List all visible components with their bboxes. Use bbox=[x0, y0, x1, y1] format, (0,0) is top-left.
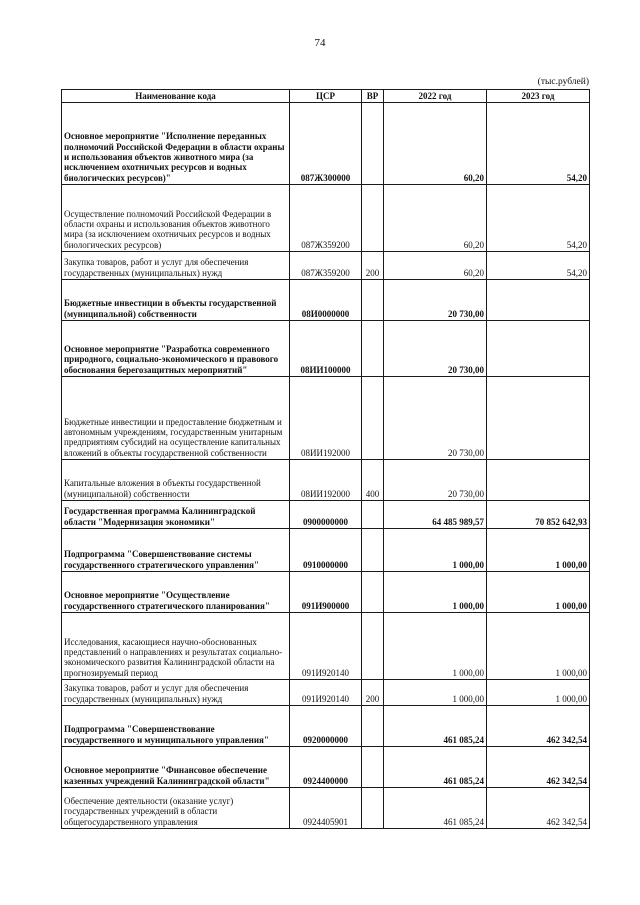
row-2022: 60,20 bbox=[384, 185, 487, 252]
row-2022: 461 085,24 bbox=[384, 706, 487, 747]
row-2022: 60,20 bbox=[384, 252, 487, 280]
row-csr: 0900000000 bbox=[290, 501, 362, 529]
header-2023: 2023 год bbox=[487, 90, 590, 103]
row-2022: 20 730,00 bbox=[384, 460, 487, 501]
row-csr: 0924405901 bbox=[290, 788, 362, 829]
row-2023: 1 000,00 bbox=[487, 529, 590, 572]
row-2023 bbox=[487, 377, 590, 460]
row-csr: 091И920140 bbox=[290, 680, 362, 706]
row-vr bbox=[362, 321, 384, 377]
row-2023: 1 000,00 bbox=[487, 680, 590, 706]
row-csr: 091И920140 bbox=[290, 613, 362, 680]
row-vr bbox=[362, 280, 384, 321]
row-vr bbox=[362, 788, 384, 829]
row-2022: 20 730,00 bbox=[384, 377, 487, 460]
row-vr bbox=[362, 185, 384, 252]
header-2022: 2022 год bbox=[384, 90, 487, 103]
table-row bbox=[62, 706, 590, 747]
row-name: Основное мероприятие "Исполнение переданных полномочий Российской Федерации в области охраны и использования объектов животного мира (за исключением охотничьих ресурсов и водных биологических ресурсов)" bbox=[62, 103, 290, 185]
row-name: Подпрограмма "Совершенствование системы государственного стратегического управления" bbox=[62, 529, 290, 572]
row-csr: 08ИИ192000 bbox=[290, 460, 362, 501]
row-2023: 1 000,00 bbox=[487, 572, 590, 613]
header-vr: ВР bbox=[362, 90, 384, 103]
row-2022: 20 730,00 bbox=[384, 321, 487, 377]
row-2022: 20 730,00 bbox=[384, 280, 487, 321]
row-csr: 08И0000000 bbox=[290, 280, 362, 321]
row-2023: 462 342,54 bbox=[487, 788, 590, 829]
row-2022: 461 085,24 bbox=[384, 788, 487, 829]
row-vr bbox=[362, 706, 384, 747]
row-2023: 462 342,54 bbox=[487, 706, 590, 747]
row-2023 bbox=[487, 460, 590, 501]
row-name: Подпрограмма "Совершенствование государственного и муниципального управления" bbox=[62, 706, 290, 747]
row-2023 bbox=[487, 321, 590, 377]
table-row bbox=[62, 747, 590, 788]
row-name: Основное мероприятие "Осуществление государственного стратегического планирования" bbox=[62, 572, 290, 613]
table-row bbox=[62, 529, 590, 572]
row-2022: 461 085,24 bbox=[384, 747, 487, 788]
table-row bbox=[62, 680, 590, 706]
table-row bbox=[62, 321, 590, 377]
row-2022: 1 000,00 bbox=[384, 613, 487, 680]
row-vr: 400 bbox=[362, 460, 384, 501]
row-name: Исследования, касающиеся научно-обоснованных представлений о направлениях и результатах социально-экономического развития Калининградской области на прогнозируемый период bbox=[62, 613, 290, 680]
budget-table bbox=[61, 89, 590, 829]
row-vr bbox=[362, 377, 384, 460]
table-header-row bbox=[62, 90, 590, 103]
row-vr: 200 bbox=[362, 680, 384, 706]
row-2023: 54,20 bbox=[487, 252, 590, 280]
units-label: (тыс.рублей) bbox=[537, 77, 589, 87]
row-csr: 08ИИ192000 bbox=[290, 377, 362, 460]
row-name: Бюджетные инвестиции и предоставление бюджетным и автономным учреждениям, государственным унитарным предприятиям субсидий на осуществление капитальных вложений в объекты государственной собственности bbox=[62, 377, 290, 460]
row-2022: 1 000,00 bbox=[384, 680, 487, 706]
row-2023: 54,20 bbox=[487, 185, 590, 252]
table-row bbox=[62, 252, 590, 280]
row-csr: 08ИИ100000 bbox=[290, 321, 362, 377]
table-row bbox=[62, 572, 590, 613]
row-csr: 0924400000 bbox=[290, 747, 362, 788]
table-row bbox=[62, 185, 590, 252]
row-2023: 462 342,54 bbox=[487, 747, 590, 788]
row-name: Закупка товаров, работ и услуг для обеспечения государственных (муниципальных) нужд bbox=[62, 680, 290, 706]
row-name: Закупка товаров, работ и услуг для обеспечения государственных (муниципальных) нужд bbox=[62, 252, 290, 280]
row-vr bbox=[362, 747, 384, 788]
row-2022: 1 000,00 bbox=[384, 572, 487, 613]
table-row bbox=[62, 788, 590, 829]
row-name: Бюджетные инвестиции в объекты государственной (муниципальной) собственности bbox=[62, 280, 290, 321]
row-2022: 60,20 bbox=[384, 103, 487, 185]
table-row bbox=[62, 501, 590, 529]
row-name: Осуществление полномочий Российской Федерации в области охраны и использования объектов животного мира (за исключением охотничьих ресурсов и водных биологических ресурсов) bbox=[62, 185, 290, 252]
row-name: Капитальные вложения в объекты государственной (муниципальной) собственности bbox=[62, 460, 290, 501]
row-2023: 70 852 642,93 bbox=[487, 501, 590, 529]
row-2023: 54,20 bbox=[487, 103, 590, 185]
row-csr: 091И900000 bbox=[290, 572, 362, 613]
table-row bbox=[62, 460, 590, 501]
row-vr bbox=[362, 103, 384, 185]
page-number: 74 bbox=[314, 37, 326, 49]
row-csr: 0920000000 bbox=[290, 706, 362, 747]
header-csr: ЦСР bbox=[290, 90, 362, 103]
row-vr bbox=[362, 529, 384, 572]
row-2022: 1 000,00 bbox=[384, 529, 487, 572]
row-name: Основное мероприятие "Разработка современного природного, социально-экономического и правового обоснования берегозащитных мероприятий" bbox=[62, 321, 290, 377]
row-vr bbox=[362, 501, 384, 529]
row-name: Основное мероприятие "Финансовое обеспечение казенных учреждений Калининградской области" bbox=[62, 747, 290, 788]
row-2022: 64 485 989,57 bbox=[384, 501, 487, 529]
row-csr: 087Ж359200 bbox=[290, 252, 362, 280]
row-name: Государственная программа Калининградской области "Модернизация экономики" bbox=[62, 501, 290, 529]
header-name: Наименование кода bbox=[62, 90, 290, 103]
table-row bbox=[62, 103, 590, 185]
row-vr bbox=[362, 613, 384, 680]
row-csr: 087Ж359200 bbox=[290, 185, 362, 252]
table-row bbox=[62, 377, 590, 460]
row-vr bbox=[362, 572, 384, 613]
row-csr: 087Ж300000 bbox=[290, 103, 362, 185]
row-csr: 0910000000 bbox=[290, 529, 362, 572]
row-vr: 200 bbox=[362, 252, 384, 280]
table-row bbox=[62, 613, 590, 680]
row-name: Обеспечение деятельности (оказание услуг) государственных учреждений в области общегосударственного управления bbox=[62, 788, 290, 829]
row-2023: 1 000,00 bbox=[487, 613, 590, 680]
row-2023 bbox=[487, 280, 590, 321]
table-row bbox=[62, 280, 590, 321]
